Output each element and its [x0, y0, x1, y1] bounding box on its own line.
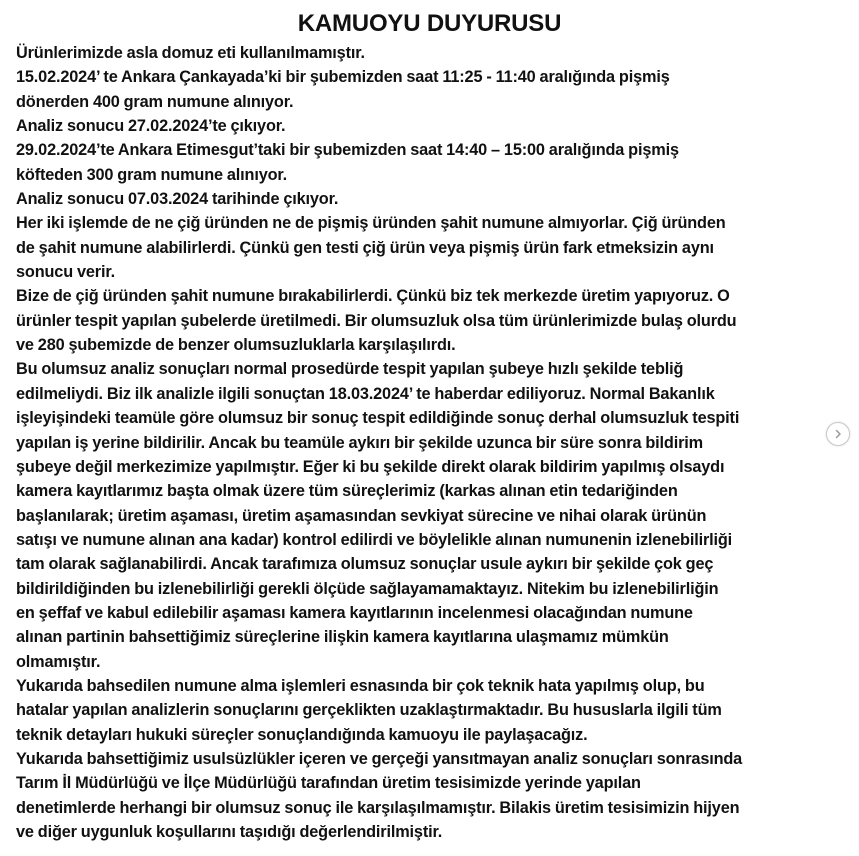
- text-line: dönerden 400 gram numune alınıyor.: [16, 92, 294, 111]
- text-line: ürünler tespit yapılan şubelerde üretilmedi. Bir olumsuzluk olsa tüm ürünlerimizde bulaş olurdu: [16, 311, 737, 330]
- text-line: edilmeliydi. Biz ilk analizle ilgili sonuçtan 18.03.2024’ te haberdar ediliyoruz. Normal Bakanlık: [16, 384, 715, 403]
- text-line: 15.02.2024’ te Ankara Çankayada’ki bir şubemizden saat 11:25 - 11:40 aralığında pişmiş: [16, 68, 670, 87]
- text-line: hatalar yapılan analizlerin sonuçlarını gerçeklikten uzaklaştırmaktadır. Bu hususlarla ilgili tüm: [16, 701, 722, 720]
- text-line: yapılan iş yerine bildirilir. Ancak bu teamüle aykırı bir şekilde uzunca bir süre sonra bildirim: [16, 433, 703, 452]
- text-line: en şeffaf ve kabul edilebilir aşaması kamera kayıtlarının incelenmesi olacağından numune: [16, 603, 693, 622]
- text-line: ve diğer uygunluk koşullarını taşıdığı değerlendirilmiştir.: [16, 823, 443, 841]
- text-line: denetimlerde herhangi bir olumsuz sonuç ile karşılaşılmamıştır. Bilakis üretim tesisimizin hijyen: [16, 798, 740, 817]
- text-line: Bu olumsuz analiz sonuçları normal prosedürde tespit yapılan şubeye hızlı şekilde tebliğ: [16, 360, 684, 379]
- text-line: köfteden 300 gram numune alınıyor.: [16, 165, 288, 184]
- text-line: olmamıştır.: [16, 652, 101, 671]
- text-line: Ürünlerimizde asla domuz eti kullanılmamıştır.: [16, 44, 365, 62]
- text-line: de şahit numune alabilirlerdi. Çünkü gen testi çiğ ürün veya pişmiş ürün fark etmeksizin aynı: [16, 238, 714, 257]
- text-line: ve 280 şubemizde de benzer olumsuzluklarla karşılaşılırdı.: [16, 336, 456, 355]
- text-line: işleyişindeki teamüle göre olumsuz bir sonuç tespit edildiğinde sonuç derhal olumsuzluk tespiti: [16, 409, 740, 428]
- next-page-button[interactable]: [826, 422, 850, 446]
- page-title: KAMUOYU DUYURUSU: [297, 10, 562, 37]
- text-line: sonucu verir.: [16, 263, 115, 282]
- text-line: başlanılarak; üretim aşaması, üretim aşamasından sevkiyat sürecine ve nihai olarak ürünün: [16, 506, 707, 525]
- text-line: Analiz sonucu 27.02.2024’te çıkıyor.: [16, 117, 286, 136]
- text-line: Yukarıda bahsettiğimiz usulsüzlükler içeren ve gerçeği yansıtmayan analiz sonuçları sonrasında: [16, 749, 743, 768]
- text-line: Her iki işlemde de ne çiğ üründen ne de pişmiş üründen şahit numune almıyorlar. Çiğ üründen: [16, 214, 726, 233]
- text-line: kamera kayıtlarımız başta olmak üzere tüm süreçlerimiz (karkas alınan etin tedariğinden: [16, 482, 678, 501]
- text-line: şubeye değil merkezimize yapılmıştır. Eğer ki bu şekilde direkt olarak bildirim yapılmış olsaydı: [16, 457, 725, 476]
- text-line: bildirildiğinden bu izlenebilirliği gerekli ölçüde sağlayamamaktayız. Nitekim bu izlenebilirliğin: [16, 579, 719, 598]
- text-line: Tarım İl Müdürlüğü ve İlçe Müdürlüğü tarafından üretim tesisimizde yerinde yapılan: [16, 774, 641, 793]
- text-line: Yukarıda bahsedilen numune alma işlemleri esnasında bir çok teknik hata yapılmış olup, bu: [16, 676, 705, 695]
- text-line: tam olarak sağlanabilirdi. Ancak tarafımıza olumsuz sonuçlar usule aykırı bir şekilde çok geç: [16, 555, 714, 574]
- text-line: 29.02.2024’te Ankara Etimesgut’taki bir şubemizden saat 14:40 – 15:00 aralığında pişmiş: [16, 141, 679, 160]
- chevron-right-icon: [833, 429, 843, 439]
- text-line: teknik detayları hukuki süreçler sonuçlandığında kamuoyu ile paylaşacağız.: [16, 725, 588, 744]
- announcement-body: [16, 41, 846, 844]
- text-line: alınan partinin bahsettiğimiz süreçlerine ilişkin kamera kayıtlarına ulaşmamız mümkün: [16, 628, 669, 647]
- text-line: satışı ve numune alınan ana kadar) kontrol edilirdi ve böylelikle alınan numunenin izlenebilirliği: [16, 530, 733, 549]
- text-line: Analiz sonucu 07.03.2024 tarihinde çıkıyor.: [16, 190, 339, 209]
- text-line: Bize de çiğ üründen şahit numune bırakabilirlerdi. Çünkü biz tek merkezde üretim yapıyoruz. O: [16, 287, 730, 306]
